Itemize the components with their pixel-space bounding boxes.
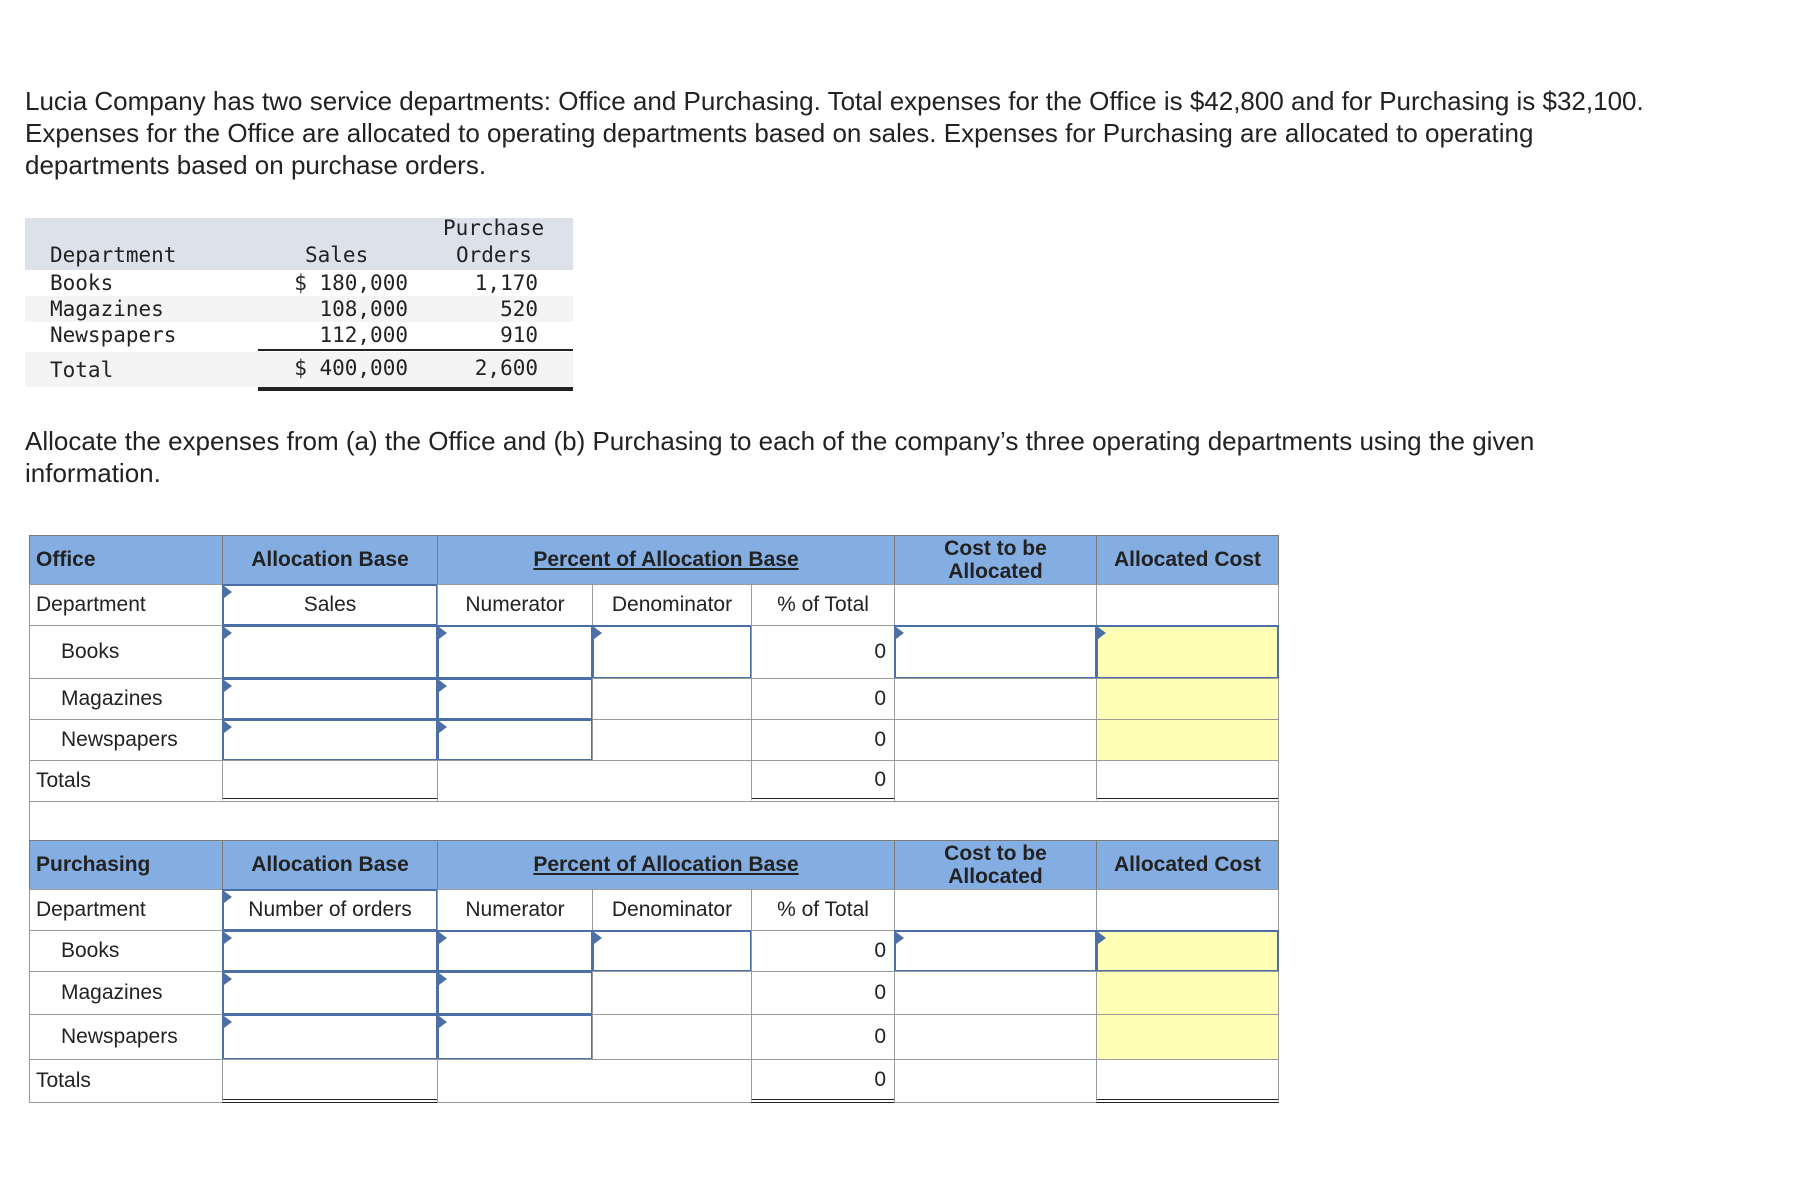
office-magazines-percent: 0 [751, 678, 895, 720]
row-magazines-orders: 520 [500, 297, 538, 321]
header-purchase: Purchase [443, 216, 545, 240]
office-magazines-denominator-blank [592, 678, 752, 720]
office-allocation-base-value: Sales [303, 593, 357, 616]
purchasing-magazines-base-input[interactable] [222, 971, 438, 1015]
office-totals-allocated [1096, 760, 1279, 802]
total-label: Total [50, 358, 114, 382]
office-books-numerator-input[interactable] [437, 625, 593, 679]
row-magazines-sales: 108,000 [319, 297, 408, 321]
allocation-worksheet [29, 535, 1279, 1112]
purchasing-books-denominator-input[interactable] [592, 930, 752, 972]
office-books-base-input[interactable] [222, 625, 438, 679]
header-orders: Orders [456, 243, 532, 267]
purchasing-newspapers-percent: 0 [751, 1014, 895, 1060]
office-totals-base [222, 760, 438, 802]
purchasing-magazines-cost-blank [894, 971, 1097, 1015]
purchasing-newspapers-cost-blank [894, 1014, 1097, 1060]
instruction-text: Allocate the expenses from (a) the Office and (b) Purchasing to each of the company’s three operating departments using the given information. [25, 426, 1535, 488]
purchasing-newspapers-allocated-input[interactable] [1096, 1014, 1279, 1060]
office-books-percent: 0 [751, 625, 895, 679]
office-books-denominator-input[interactable] [592, 625, 752, 679]
purchasing-allocated-blank [1096, 889, 1279, 931]
office-totals-label: Totals [29, 760, 223, 802]
purchasing-books-percent: 0 [751, 930, 895, 972]
office-percent-label: % of Total [751, 584, 895, 626]
office-row-newspapers-label: Newspapers [29, 719, 223, 761]
row-newspapers-sales: 112,000 [319, 323, 408, 347]
purchasing-row-magazines-label: Magazines [29, 971, 223, 1015]
purchasing-totals-allocated [1096, 1059, 1279, 1103]
purchasing-percent-header: Percent of Allocation Base [437, 840, 895, 890]
purchasing-newspapers-numerator-input[interactable] [437, 1014, 593, 1060]
office-newspapers-percent: 0 [751, 719, 895, 761]
office-percent-header: Percent of Allocation Base [437, 535, 895, 585]
office-title: Office [29, 535, 223, 585]
office-row-magazines-label: Magazines [29, 678, 223, 720]
section-spacer [29, 801, 1279, 841]
office-magazines-numerator-input[interactable] [437, 678, 593, 720]
purchasing-magazines-percent: 0 [751, 971, 895, 1015]
purchasing-totals-blank [437, 1059, 752, 1103]
office-newspapers-denominator-blank [592, 719, 752, 761]
purchasing-magazines-denominator-blank [592, 971, 752, 1015]
purchasing-books-numerator-input[interactable] [437, 930, 593, 972]
office-row-books-label: Books [29, 625, 223, 679]
purchasing-allocation-base-value: Number of orders [248, 898, 412, 921]
office-magazines-cost-blank [894, 678, 1097, 720]
office-newspapers-numerator-input[interactable] [437, 719, 593, 761]
office-denominator-label: Denominator [592, 584, 752, 626]
purchasing-percent-label: % of Total [751, 889, 895, 931]
purchasing-books-cost-input[interactable] [894, 930, 1097, 972]
purchasing-magazines-allocated-input[interactable] [1096, 971, 1279, 1015]
office-totals-blank [437, 760, 752, 802]
row-books-department: Books [50, 271, 114, 295]
office-allocation-base-header: Allocation Base [222, 535, 438, 585]
row-newspapers-orders: 910 [500, 323, 538, 347]
total-double-rule [258, 387, 573, 391]
header-department: Department [50, 243, 177, 267]
header-sales: Sales [305, 243, 369, 267]
office-newspapers-base-input[interactable] [222, 719, 438, 761]
given-data-table [25, 218, 573, 398]
purchasing-cost-to-be-allocated-header: Cost to be Allocated [894, 840, 1097, 890]
office-books-cost-input[interactable] [894, 625, 1097, 679]
purchasing-title: Purchasing [29, 840, 223, 890]
office-books-allocated-input[interactable] [1096, 625, 1279, 679]
purchasing-department-label: Department [29, 889, 223, 931]
office-newspapers-cost-blank [894, 719, 1097, 761]
office-magazines-allocated-input[interactable] [1096, 678, 1279, 720]
office-allocated-cost-header: Allocated Cost [1096, 535, 1279, 585]
purchasing-newspapers-base-input[interactable] [222, 1014, 438, 1060]
office-allocated-blank [1096, 584, 1279, 626]
total-orders: 2,600 [474, 356, 538, 380]
purchasing-row-books-label: Books [29, 930, 223, 972]
purchasing-magazines-numerator-input[interactable] [437, 971, 593, 1015]
purchasing-allocation-base-header: Allocation Base [222, 840, 438, 890]
office-cost-to-be-allocated-header: Cost to be Allocated [894, 535, 1097, 585]
office-numerator-label: Numerator [437, 584, 593, 626]
purchasing-allocation-base-input[interactable] [222, 889, 438, 931]
office-cost-blank [894, 584, 1097, 626]
office-magazines-base-input[interactable] [222, 678, 438, 720]
office-totals-percent: 0 [751, 760, 895, 802]
purchasing-row-newspapers-label: Newspapers [29, 1014, 223, 1060]
office-newspapers-allocated-input[interactable] [1096, 719, 1279, 761]
purchasing-totals-label: Totals [29, 1059, 223, 1103]
purchasing-newspapers-denominator-blank [592, 1014, 752, 1060]
row-magazines-department: Magazines [50, 297, 164, 321]
problem-intro-text: Lucia Company has two service departments: Office and Purchasing. Total expenses for the Office is $42,800 and for Purchasing is $32,100. Expenses for the Office are allocated to operating departments based on sales. Expenses for Purchasing are allocated to operating departments based on purchase orders. [25, 86, 1644, 180]
purchasing-totals-cost-blank [894, 1059, 1097, 1103]
purchasing-books-base-input[interactable] [222, 930, 438, 972]
row-books-sales: $ 180,000 [294, 271, 408, 295]
purchasing-totals-base [222, 1059, 438, 1103]
purchasing-books-allocated-input[interactable] [1096, 930, 1279, 972]
row-books-orders: 1,170 [474, 271, 538, 295]
purchasing-denominator-label: Denominator [592, 889, 752, 931]
purchasing-cost-blank [894, 889, 1097, 931]
subtotal-rule [258, 349, 573, 351]
purchasing-allocated-cost-header: Allocated Cost [1096, 840, 1279, 890]
office-department-label: Department [29, 584, 223, 626]
purchasing-totals-percent: 0 [751, 1059, 895, 1103]
office-totals-cost-blank [894, 760, 1097, 802]
purchasing-numerator-label: Numerator [437, 889, 593, 931]
row-newspapers-department: Newspapers [50, 323, 177, 347]
office-allocation-base-input[interactable] [222, 584, 438, 626]
total-sales: $ 400,000 [294, 356, 408, 380]
